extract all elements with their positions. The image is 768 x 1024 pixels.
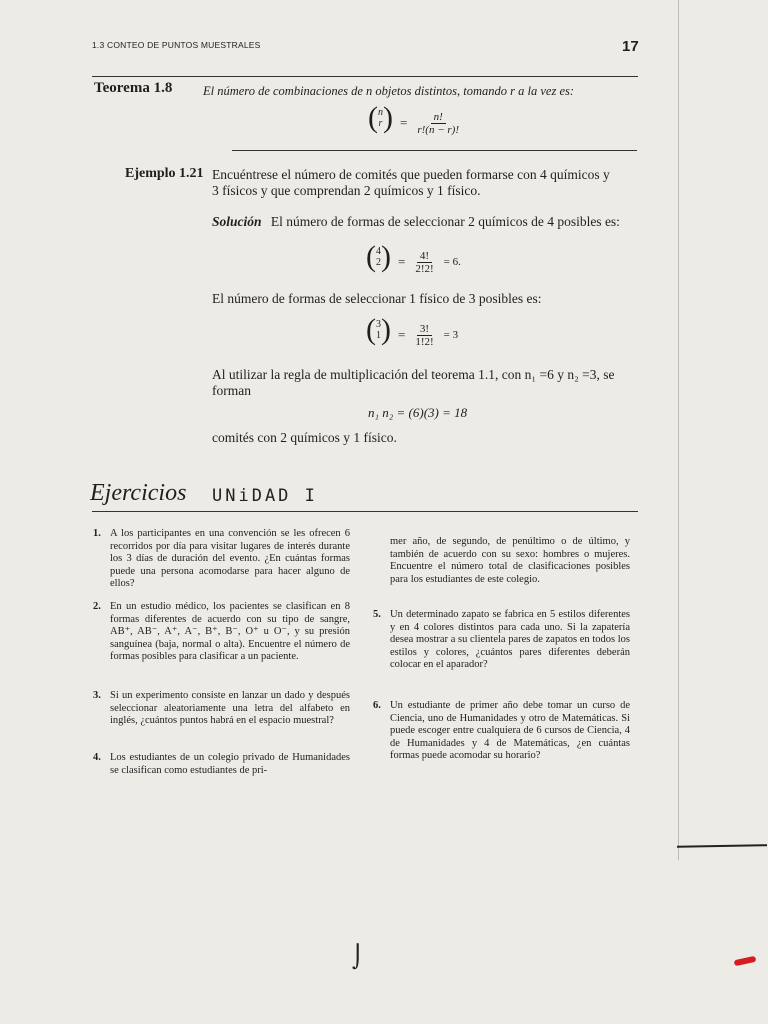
eq1-denominator: 2!2! <box>415 262 434 275</box>
handwritten-unit-label: UNiDAD I <box>212 486 318 506</box>
eq1-result: = 6. <box>443 256 461 269</box>
page-number: 17 <box>622 38 639 55</box>
eq1-bottom: 2 <box>376 257 381 268</box>
theorem-statement: El número de combinaciones de n objetos distintos, tomando r a la vez es: <box>203 84 575 98</box>
eq2-numerator: 3! <box>417 323 432 336</box>
exercise-4-continued <box>390 536 630 586</box>
eq2-result: = 3 <box>443 329 459 342</box>
eq1-top: 4 <box>376 246 381 257</box>
example-text-3-line-1: Al utilizar la regla de multiplicación del teorema 1.1, con n₁ =6 y n₂ =3, se <box>212 367 615 382</box>
eq2-top: 3 <box>376 319 381 330</box>
binom-bottom: r <box>378 118 383 129</box>
exercise-1-text: A los participantes en una convención se les ofrecen 6 recorridos por día para visitar lugares de interés durante los 3 días de duración del evento. ¿En cuántas formas puede una persona acomodarse para hacer alguno de ellos? <box>110 528 350 590</box>
exercise-5-number: 5. <box>373 609 381 620</box>
exercise-2 <box>93 601 350 664</box>
formula-denominator: r!(n − r)! <box>417 123 459 136</box>
exercise-1-number: 1. <box>93 528 101 539</box>
top-rule <box>92 76 638 77</box>
exercise-6-text: Un estudiante de primer año debe tomar un curso de Ciencia, uno de Humanidades y otro de Matemáticas. Si puede escoger entre cualquiera de 6 cursos de Ciencia, 4 de Humanidades y 4 de Matemáticas, ¿en cuántas formas puede acomodar su horario? <box>390 700 630 762</box>
example-line-1: Encuéntrese el número de comités que pueden formarse con 4 químicos y <box>212 167 610 182</box>
example-label: Ejemplo 1.21 <box>125 166 204 181</box>
exercise-3-text: Si un experimento consiste en lanzar un dado y después seleccionar aleatoriamente una letra del alfabeto en inglés, ¿cuántos puntos habrá en el espacio muestral? <box>110 690 350 727</box>
theorem-rule <box>232 150 637 151</box>
binom-top: n <box>378 107 383 118</box>
formula-numerator: n! <box>431 111 446 124</box>
red-ink-mark <box>734 956 757 966</box>
solution-label: Solución <box>212 214 262 229</box>
equation-3: n₁ n₂ = (6)(3) = 18 <box>368 405 468 420</box>
example-text-3-line-2: forman <box>212 383 251 398</box>
theorem-label: Teorema 1.8 <box>94 80 173 96</box>
example-text-3 <box>212 367 642 399</box>
example-text-2: El número de formas de seleccionar 1 físico de 3 posibles es: <box>212 291 542 306</box>
exercise-6-number: 6. <box>373 700 381 711</box>
exercise-4-continued-text: mer año, de segundo, de penúltimo o de último, y también de acuerdo con su sexo: hombres o mujeres. Encuentre el número total de clasificaciones posibles para los estudiantes de este colegio. <box>390 536 630 585</box>
theorem-formula: ( n r ) = $\frac{n!}{r!(n - r)!}$ <box>368 104 462 136</box>
eq2-bottom: 1 <box>376 330 381 341</box>
exercise-4-text: Los estudiantes de un colegio privado de Humanidades se clasifican como estudiantes de pri- <box>110 752 350 776</box>
eq1-numerator: 4! <box>417 250 432 263</box>
exercise-4-number: 4. <box>93 752 101 763</box>
section-header: 1.3 CONTEO DE PUNTOS MUESTRALES <box>92 40 261 50</box>
example-line-2: 3 físicos y que comprendan 2 químicos y 1 físico. <box>212 183 481 198</box>
page-edge <box>678 0 679 860</box>
exercise-3-number: 3. <box>93 690 101 701</box>
example-text-4: comités con 2 químicos y 1 físico. <box>212 430 397 445</box>
equation-2: ( 3 1 ) = $\frac{3!}{1!2!}$ = 3 <box>366 313 459 348</box>
solution-text: El número de formas de seleccionar 2 químicos de 4 posibles es: <box>270 214 620 229</box>
pen-stroke-margin <box>677 844 767 848</box>
exercise-1 <box>93 528 350 591</box>
exercises-rule <box>92 511 638 512</box>
solution-line <box>212 214 620 230</box>
pen-scribble-mark: ⌡ <box>352 945 364 970</box>
equation-1: ( 4 2 ) = $\frac{4!}{2!2!}$ = 6. <box>366 240 461 275</box>
eq2-denominator: 1!2! <box>415 335 434 348</box>
exercise-2-text: En un estudio médico, los pacientes se clasifican en 8 formas diferentes de acuerdo con su tipo de sangre, AB⁺, AB⁻, A⁺, A⁻, B⁺, B⁻, O⁺ u O⁻, y su presión sanguínea (baja, normal o alta). Encuentre el número de formas posibles para clasificar a un paciente. <box>110 601 350 663</box>
exercise-5-text: Un determinado zapato se fabrica en 5 estilos diferentes y en 4 colores distintos para cada uno. Si la zapatería desea mostrar a su clientela pares de zapatos en todos los estilos y colores, ¿cuántos pares diferentes deberán colocar en el aparador? <box>390 609 630 671</box>
exercise-5 <box>373 609 630 672</box>
exercise-2-number: 2. <box>93 601 101 612</box>
exercise-6 <box>373 700 630 763</box>
exercise-3 <box>93 690 350 728</box>
exercises-title: Ejercicios <box>90 480 187 506</box>
example-text <box>212 167 642 199</box>
exercise-4 <box>93 752 350 777</box>
